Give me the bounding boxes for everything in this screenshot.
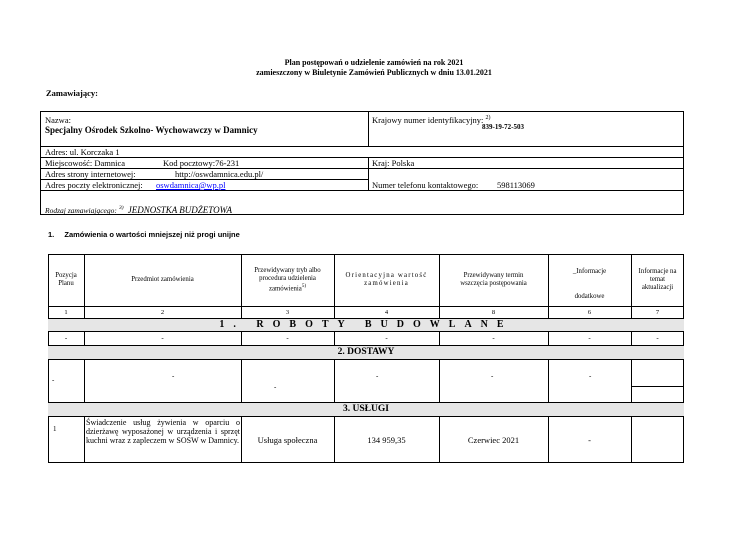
- service-procedure: Usługa społeczna: [257, 435, 318, 445]
- type-row: [45, 203, 232, 216]
- national-id-sup: 2): [485, 115, 491, 121]
- section1-title: Zamówienia o wartości mniejszej niż progi unijne: [64, 230, 240, 239]
- col-header-subject: Przedmiot zamówienia: [131, 276, 194, 283]
- col-num-7: 7: [655, 309, 660, 316]
- band2-cell-6: -: [589, 372, 592, 380]
- website-value[interactable]: http://oswdamnica.edu.pl/: [175, 169, 264, 179]
- website-label: Adres strony internetowej:: [45, 169, 136, 179]
- col-header-procedure: [241, 254, 334, 306]
- band1-cell-5: -: [492, 334, 495, 342]
- service-pos: 1: [53, 425, 57, 433]
- band2-cell-2: -: [172, 372, 175, 380]
- col-num-6: 6: [587, 309, 592, 316]
- band1-cell-3: -: [286, 334, 289, 342]
- col-num-3: 3: [285, 309, 290, 316]
- col-header-position: Pozycja Planu: [55, 272, 77, 287]
- col-header-info: _Informacje: [572, 268, 607, 275]
- name-label: Nazwa:: [45, 115, 71, 125]
- band2-cell-1: -: [52, 376, 55, 384]
- address: Adres: ul. Korczaka 1: [45, 147, 120, 157]
- band1-cell-4: -: [385, 334, 388, 342]
- service-value: 134 959,35: [367, 435, 406, 445]
- band-construction: 1. ROBOTY BUDOWLANE: [48, 318, 684, 332]
- section1-number: 1.: [48, 230, 55, 239]
- band1-cell-7: -: [656, 334, 659, 342]
- section1-heading: [48, 230, 240, 239]
- type-sup: 3): [119, 205, 124, 211]
- col-num-2: 2: [160, 309, 165, 316]
- city: Miejscowość: Damnica: [45, 158, 126, 168]
- national-id-label: [372, 113, 491, 125]
- band2-cell-4: -: [376, 372, 379, 380]
- col-header-procedure-sup: 5): [301, 283, 306, 289]
- band1-cell-2: -: [161, 334, 164, 342]
- phone-label: Numer telefonu kontaktowego:: [372, 180, 479, 190]
- type-label: Rodzaj zamawiającego:: [45, 205, 117, 215]
- service-info: -: [588, 435, 591, 445]
- service-subject: Świadczenie usług żywienia w oparciu o dzierżawę wyposażonej w urządzenia i sprzęt kuchni wraz z zapleczem w SOSW w Damnicy.: [86, 418, 240, 445]
- col-header-procedure-text: Przewidywany tryb albo procedura udzielenia zamówienia: [254, 266, 321, 293]
- col-header-value: Orientacyjna wartość zamówienia: [345, 272, 428, 287]
- national-id-value: 839-19-72-503: [482, 123, 524, 131]
- ordering-label: Zamawiający:: [46, 88, 98, 98]
- band-services: 3. USŁUGI: [48, 402, 684, 417]
- band1-cell-1: -: [64, 334, 68, 342]
- service-date: Czerwiec 2021: [467, 435, 520, 445]
- col-header-updates: Informacje na temat aktualizacji: [638, 268, 677, 291]
- band2-cell-5: -: [491, 372, 494, 380]
- col-header-date: Przewidywany termin wszczęcia postępowania: [460, 272, 527, 287]
- col-num-5: 8: [491, 309, 496, 316]
- col-num-1: 1: [64, 309, 68, 316]
- doc-title-line2: zamieszczony w Biuletynie Zamówień Publicznych w dniu 13.01.2021: [256, 68, 492, 77]
- type-value: JEDNOSTKA BUDŻETOWA: [127, 204, 233, 215]
- band2-cell-3: -: [274, 383, 277, 391]
- name-value: Specjalny Ośrodek Szkolno- Wychowawczy w Damnicy: [45, 125, 258, 135]
- phone-value: 598113069: [497, 180, 535, 190]
- col-num-4: 4: [384, 309, 389, 316]
- national-id-label-text: Krajowy numer identyfikacyjny:: [372, 114, 484, 125]
- country: Kraj: Polska: [372, 158, 415, 168]
- doc-title-line1: Plan postępowań o udzielenie zamówień na rok 2021: [284, 58, 464, 67]
- band-supplies: 2. DOSTAWY: [48, 345, 684, 360]
- postal-code: Kod pocztowy:76-231: [163, 158, 240, 168]
- band1-cell-6: -: [588, 334, 591, 342]
- col-header-info-extra: dodatkowe: [574, 293, 605, 300]
- email-link[interactable]: oswdamnica@wp.pl: [156, 180, 226, 190]
- email-label: Adres poczty elektronicznej:: [45, 180, 143, 190]
